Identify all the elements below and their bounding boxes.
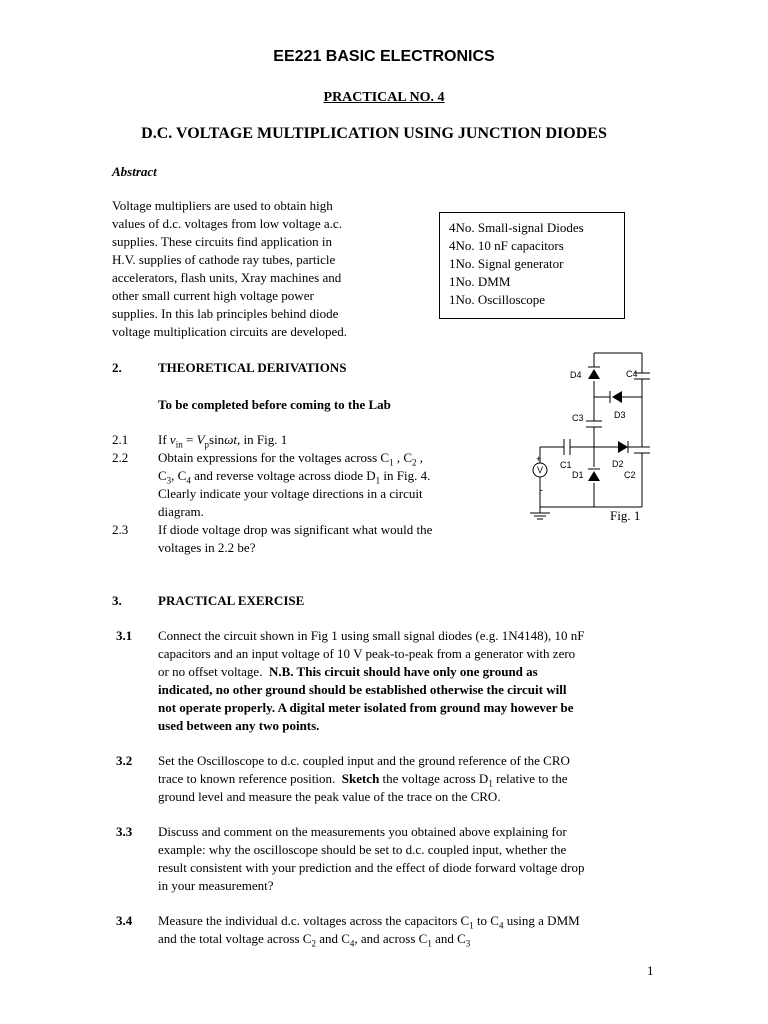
d2-label: D2 [612, 459, 624, 469]
equipment-item: 1No. DMM [449, 274, 511, 289]
item-number: 3.3 [116, 824, 133, 839]
source-minus-label: - [540, 485, 543, 495]
equipment-item: 4No. 10 nF capacitors [449, 238, 564, 253]
page-number: 1 [647, 963, 654, 978]
abstract-heading: Abstract [112, 164, 157, 179]
item-3-3-line: result consistent with your prediction and the effect of diode forward voltage drop [158, 860, 585, 875]
section-2-subtitle: To be completed before coming to the Lab [158, 397, 391, 412]
item-3-1-note-line: not operate properly. A digital meter isolated from ground may however be [158, 700, 574, 715]
item-2-2-line: diagram. [158, 504, 204, 519]
item-3-2-segment: the voltage across D [382, 771, 489, 786]
abstract-line: supplies. These circuits find application in [112, 234, 332, 249]
item-2-3-text [158, 521, 488, 557]
d4-label: D4 [570, 370, 582, 380]
section-2-title: THEORETICAL DERIVATIONS [158, 360, 347, 375]
item-number: 3.2 [116, 753, 133, 768]
section-2-number: 2. [112, 360, 122, 375]
item-3-4-subscript: 3 [465, 938, 471, 949]
abstract-line: H.V. supplies of cathode ray tubes, particle [112, 252, 336, 267]
item-number: 2.2 [112, 450, 129, 465]
item-3-4-segment: to C [476, 913, 499, 928]
item-2-2-line: Clearly indicate your voltage directions in a circuit [158, 486, 423, 501]
item-3-2-sketch-word: Sketch [341, 771, 380, 786]
abstract-line: supplies. In this lab principles behind diode [112, 306, 339, 321]
item-number: 3.1 [116, 628, 133, 643]
equipment-list-box [439, 212, 625, 319]
abstract-line: other small current high voltage power [112, 288, 314, 303]
item-3-1-note-line: indicated, no other ground should be established otherwise the circuit will [158, 682, 567, 697]
item-3-3-line: example: why the oscilloscope should be set to d.c. coupled input, whether the [158, 842, 567, 857]
item-3-4-segment: and the total voltage across C [158, 931, 312, 946]
item-3-2-subscript: 1 [488, 778, 493, 789]
item-3-1-text [158, 627, 658, 735]
item-3-4-subscript: 1 [427, 938, 432, 949]
item-2-3-line: voltages in 2.2 be? [158, 540, 256, 555]
section-3-number: 3. [112, 593, 122, 608]
abstract-line: values of d.c. voltages from low voltage a.c. [112, 216, 342, 231]
abstract-line: accelerators, flash units, Xray machines and [112, 270, 342, 285]
c3-label: C3 [572, 413, 584, 423]
item-2-2-text: Obtain expressions for the voltages across $C_1$ , $C_2$ , $C_3$, $C_4$ and reverse voltage across diode $D_1$ in Fig. 4. Clearly indicate your voltage directions in a circuit diagram. [158, 449, 488, 521]
item-3-3-text [158, 823, 658, 895]
item-3-1-line: Connect the circuit shown in Fig 1 using small signal diodes (e.g. 1N4148), 10 nF [158, 628, 585, 643]
item-3-4-segment: and C [435, 931, 466, 946]
item-2-3-line: If diode voltage drop was significant what would the [158, 522, 433, 537]
item-3-4-segment: and C [319, 931, 350, 946]
item-3-1-line: or no offset voltage. [158, 664, 263, 679]
item-number: 2.1 [112, 432, 129, 447]
equipment-item: 1No. Oscilloscope [449, 292, 546, 307]
item-3-3-line: Discuss and comment on the measurements you obtained above explaining for [158, 824, 567, 839]
course-title: EE221 BASIC ELECTRONICS [273, 48, 495, 65]
voltage-multiplier-circuit-diagram [510, 345, 670, 525]
abstract-line: voltage multiplication circuits are developed. [112, 324, 348, 339]
item-3-3-line: in your measurement? [158, 878, 274, 893]
item-3-2-line: Set the Oscilloscope to d.c. coupled input and the ground reference of the CRO [158, 753, 570, 768]
item-3-4-subscript: 4 [498, 920, 504, 931]
c2-label: C2 [624, 470, 636, 480]
figure-caption: Fig. 1 [610, 508, 641, 523]
source-plus-label: + [536, 454, 542, 464]
d1-label: D1 [572, 470, 584, 480]
item-number: 2.3 [112, 522, 129, 537]
item-3-1-note-lead: N.B. This circuit should have only one ground as [268, 664, 538, 679]
item-3-4-subscript: 2 [311, 938, 316, 949]
practical-number: PRACTICAL NO. 4 [323, 90, 445, 105]
item-3-2-segment: trace to known reference position. [158, 771, 336, 786]
c1-label: C1 [560, 460, 572, 470]
document-title: D.C. VOLTAGE MULTIPLICATION USING JUNCTION DIODES [141, 125, 607, 142]
equipment-item: 1No. Signal generator [449, 256, 564, 271]
item-3-1-line: capacitors and an input voltage of 10 V peak-to-peak from a generator with zero [158, 646, 576, 661]
item-2-1-text: If $v_{in} = V_p\sin\omega t$, in Fig. 1 [158, 432, 288, 450]
item-3-1-note-line: used between any two points. [158, 718, 320, 733]
item-3-4-segment: using a DMM [506, 913, 580, 928]
abstract-body [112, 197, 402, 341]
item-3-4-subscript: 1 [469, 920, 474, 931]
section-3-title: PRACTICAL EXERCISE [158, 593, 305, 608]
c4-label: C4 [626, 369, 638, 379]
item-3-4-segment: , and across C [354, 931, 428, 946]
abstract-line: Voltage multipliers are used to obtain high [112, 198, 333, 213]
item-3-4-text [158, 912, 658, 948]
equipment-item: 4No. Small-signal Diodes [449, 220, 584, 235]
item-3-2-segment: relative to the [496, 771, 568, 786]
item-3-4-segment: Measure the individual d.c. voltages across the capacitors C [158, 913, 470, 928]
item-number: 3.4 [116, 913, 133, 928]
item-3-2-text [158, 752, 658, 806]
d3-label: D3 [614, 410, 626, 420]
item-3-4-subscript: 4 [349, 938, 355, 949]
source-label: V [537, 465, 544, 475]
item-3-2-line: ground level and measure the peak value of the trace on the CRO. [158, 789, 501, 804]
